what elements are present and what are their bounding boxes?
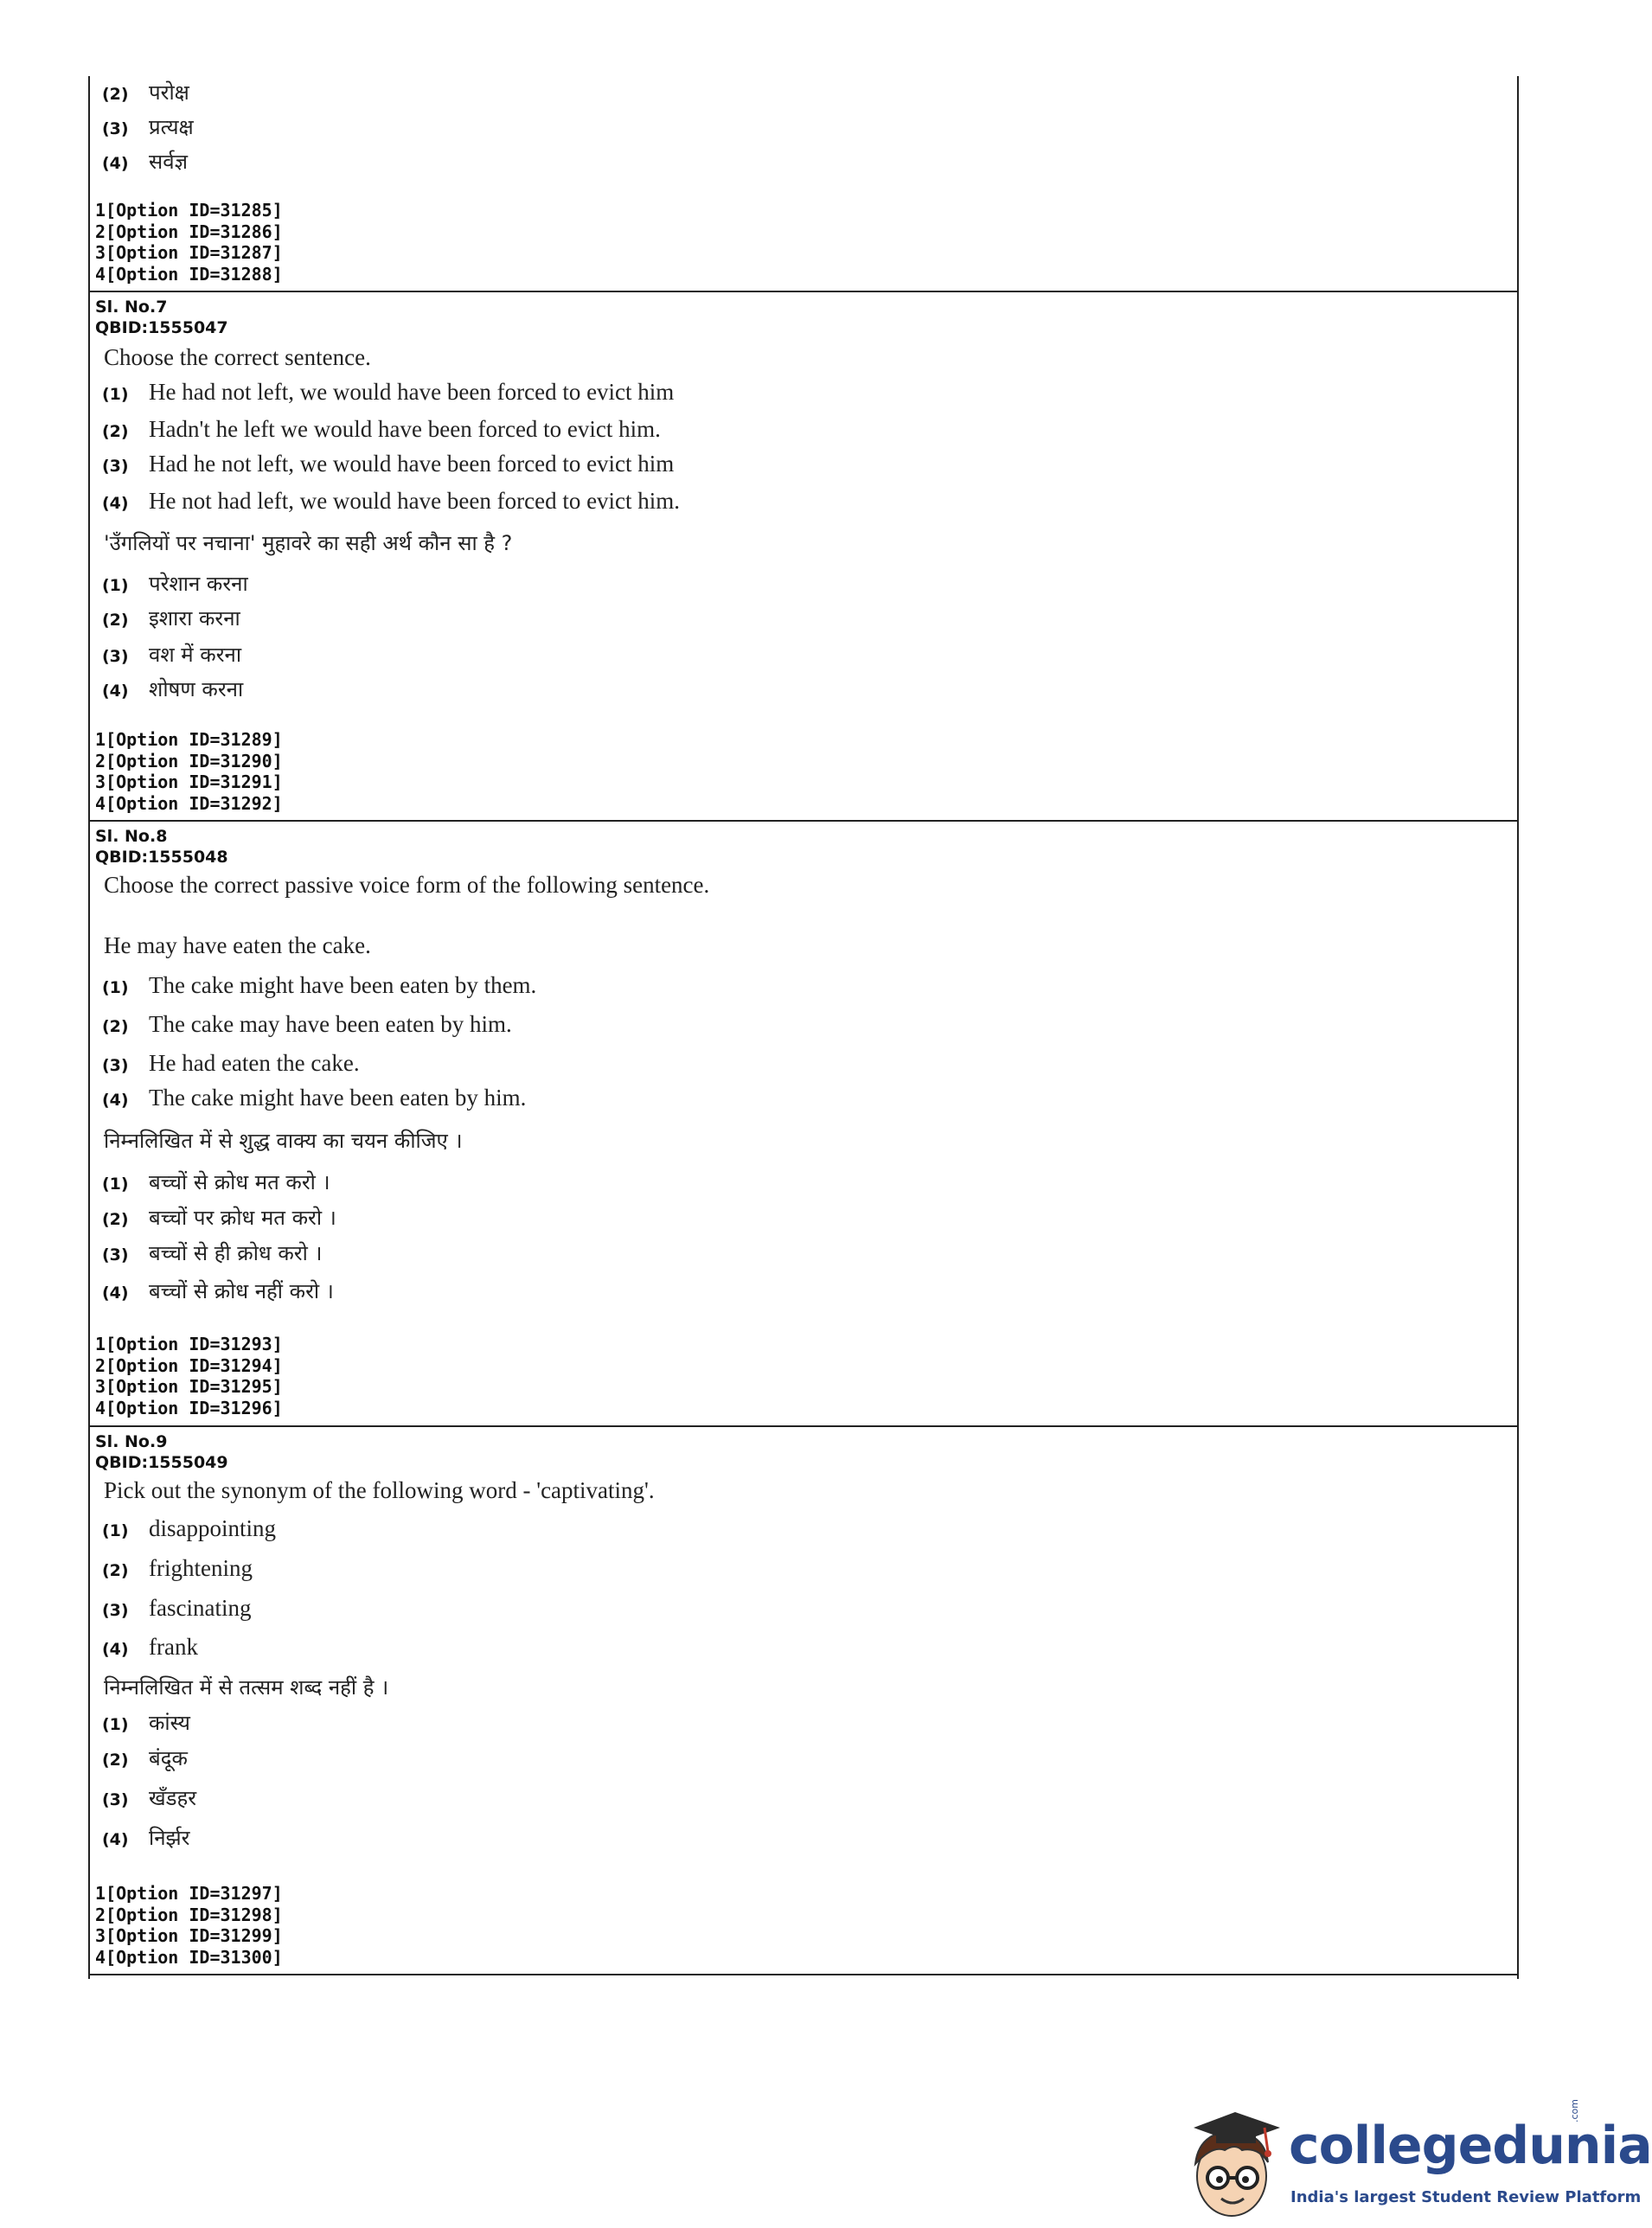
option-4: [102, 147, 188, 176]
option-number: (4): [102, 154, 129, 173]
option-2: [102, 1555, 253, 1582]
option-2: [102, 1744, 188, 1772]
logo-domain-suffix: .com: [1569, 2099, 1580, 2122]
option-text: Had he not left, we would have been forced to evict him: [149, 451, 675, 477]
option-text: वश में करना: [149, 643, 242, 667]
option-text: परेशान करना: [149, 572, 248, 596]
option-text: He not had left, we would have been forced to evict him.: [149, 488, 681, 514]
option-id-list: [95, 1334, 283, 1418]
option-3: [102, 1783, 196, 1812]
option-id: 3[Option ID=31295]: [95, 1376, 283, 1397]
option-4: [102, 1823, 190, 1852]
option-id: 2[Option ID=31298]: [95, 1904, 283, 1925]
qbid: QBID:1555047: [95, 318, 228, 337]
question-text-english: Choose the correct sentence.: [104, 344, 371, 370]
option-text: खँडहर: [149, 1786, 197, 1810]
option-text: The cake might have been eaten by him.: [149, 1085, 527, 1111]
option-number: (4): [102, 1640, 129, 1659]
option-id: 3[Option ID=31287]: [95, 242, 283, 263]
option-4: [102, 1634, 198, 1661]
option-2: [102, 604, 240, 632]
divider: [90, 1974, 1517, 1975]
option-text: शोषण करना: [149, 677, 244, 701]
option-text: बंदूक: [149, 1746, 188, 1770]
option-text: disappointing: [149, 1515, 276, 1541]
option-number: (1): [102, 385, 129, 404]
option-id-list: [95, 729, 283, 814]
option-id: 3[Option ID=31299]: [95, 1925, 283, 1946]
student-mascot-icon: [1178, 2109, 1285, 2221]
option-1: [102, 1168, 330, 1196]
option-id: 2[Option ID=31290]: [95, 750, 283, 771]
serial-number: Sl. No.8: [95, 827, 168, 846]
option-3: [102, 1050, 360, 1077]
option-text: बच्चों पर क्रोध मत करो ।: [149, 1206, 336, 1230]
question-text-hindi: निम्नलिखित में से शुद्ध वाक्य का चयन कीजिए ।: [104, 1129, 463, 1153]
logo-wordmark: collegedunia: [1289, 2116, 1652, 2176]
option-4: [102, 675, 243, 703]
option-id: 2[Option ID=31286]: [95, 221, 283, 242]
option-1: [102, 1708, 190, 1737]
qbid: QBID:1555049: [95, 1453, 228, 1472]
option-text: सर्वज्ञ: [149, 150, 188, 174]
option-number: (1): [102, 576, 129, 595]
collegedunia-logo: [1178, 2099, 1652, 2221]
option-number: (4): [102, 1284, 129, 1303]
option-id-list: [95, 200, 283, 285]
option-text: इशारा करना: [149, 606, 240, 631]
option-number: (4): [102, 1830, 129, 1849]
option-number: (2): [102, 422, 129, 441]
option-2: [102, 78, 189, 106]
serial-number: Sl. No.7: [95, 298, 168, 317]
option-text: निर्झर: [149, 1826, 190, 1850]
option-1: [102, 972, 536, 999]
option-number: (3): [102, 1601, 129, 1620]
option-number: (3): [102, 119, 129, 138]
option-id: 1[Option ID=31285]: [95, 200, 283, 221]
option-text: The cake might have been eaten by them.: [149, 972, 537, 998]
option-text: He had not left, we would have been forced to evict him: [149, 379, 675, 405]
option-3: [102, 1239, 323, 1267]
option-number: (2): [102, 85, 129, 104]
option-4: [102, 1277, 334, 1305]
option-4: [102, 1085, 526, 1111]
option-text: frank: [149, 1634, 198, 1660]
option-2: [102, 1011, 512, 1038]
option-3: [102, 640, 241, 669]
option-number: (1): [102, 1715, 129, 1734]
option-id: 1[Option ID=31293]: [95, 1334, 283, 1354]
option-number: (2): [102, 611, 129, 630]
option-number: (4): [102, 1091, 129, 1110]
option-text: परोक्ष: [149, 80, 189, 105]
option-text: He had eaten the cake.: [149, 1050, 360, 1076]
logo-tagline: India's largest Student Review Platform: [1290, 2188, 1642, 2206]
option-2: [102, 416, 661, 443]
option-1: [102, 379, 674, 406]
option-id-list: [95, 1883, 283, 1968]
option-number: (3): [102, 457, 129, 476]
option-text: कांस्य: [149, 1711, 190, 1735]
option-3: [102, 1595, 251, 1622]
question-text-english: Choose the correct passive voice form of the following sentence.: [104, 872, 710, 898]
option-text: बच्चों से क्रोध नहीं करो ।: [149, 1279, 334, 1303]
option-3: [102, 451, 674, 477]
option-text: Hadn't he left we would have been forced to evict him.: [149, 416, 661, 442]
option-id: 3[Option ID=31291]: [95, 771, 283, 792]
option-number: (2): [102, 1751, 129, 1770]
option-number: (1): [102, 978, 129, 997]
option-number: (3): [102, 1056, 129, 1075]
divider: [90, 291, 1517, 292]
option-number: (4): [102, 682, 129, 701]
option-id: 4[Option ID=31300]: [95, 1946, 283, 1968]
qbid: QBID:1555048: [95, 848, 228, 867]
option-text: fascinating: [149, 1595, 252, 1621]
serial-number: Sl. No.9: [95, 1432, 168, 1451]
option-id: 4[Option ID=31296]: [95, 1397, 283, 1418]
option-1: [102, 1515, 276, 1542]
option-number: (2): [102, 1561, 129, 1580]
option-number: (3): [102, 1790, 129, 1809]
option-4: [102, 488, 680, 515]
option-number: (3): [102, 1245, 129, 1264]
option-number: (3): [102, 647, 129, 666]
option-number: (2): [102, 1017, 129, 1036]
divider: [90, 820, 1517, 822]
option-number: (1): [102, 1175, 129, 1194]
option-number: (1): [102, 1521, 129, 1540]
question-sentence: He may have eaten the cake.: [104, 932, 371, 958]
option-id: 4[Option ID=31288]: [95, 263, 283, 285]
option-id: 1[Option ID=31297]: [95, 1883, 283, 1904]
option-text: बच्चों से क्रोध मत करो ।: [149, 1170, 330, 1194]
option-id: 2[Option ID=31294]: [95, 1354, 283, 1376]
option-text: The cake may have been eaten by him.: [149, 1011, 512, 1037]
option-text: frightening: [149, 1555, 253, 1581]
option-id: 4[Option ID=31292]: [95, 792, 283, 814]
question-text-hindi: 'उँगलियों पर नचाना' मुहावरे का सही अर्थ कौन सा है ?: [104, 531, 513, 555]
question-text-english: Pick out the synonym of the following word - 'captivating'.: [104, 1477, 655, 1503]
option-1: [102, 569, 248, 598]
option-2: [102, 1203, 336, 1232]
option-id: 1[Option ID=31289]: [95, 729, 283, 750]
question-text-hindi: निम्नलिखित में से तत्सम शब्द नहीं है ।: [104, 1675, 389, 1700]
option-text: प्रत्यक्ष: [149, 115, 194, 139]
option-3: [102, 112, 194, 141]
option-number: (2): [102, 1210, 129, 1229]
option-number: (4): [102, 494, 129, 513]
option-text: बच्चों से ही क्रोध करो ।: [149, 1241, 323, 1265]
question-sheet: [88, 76, 1519, 1979]
divider: [90, 1425, 1517, 1427]
